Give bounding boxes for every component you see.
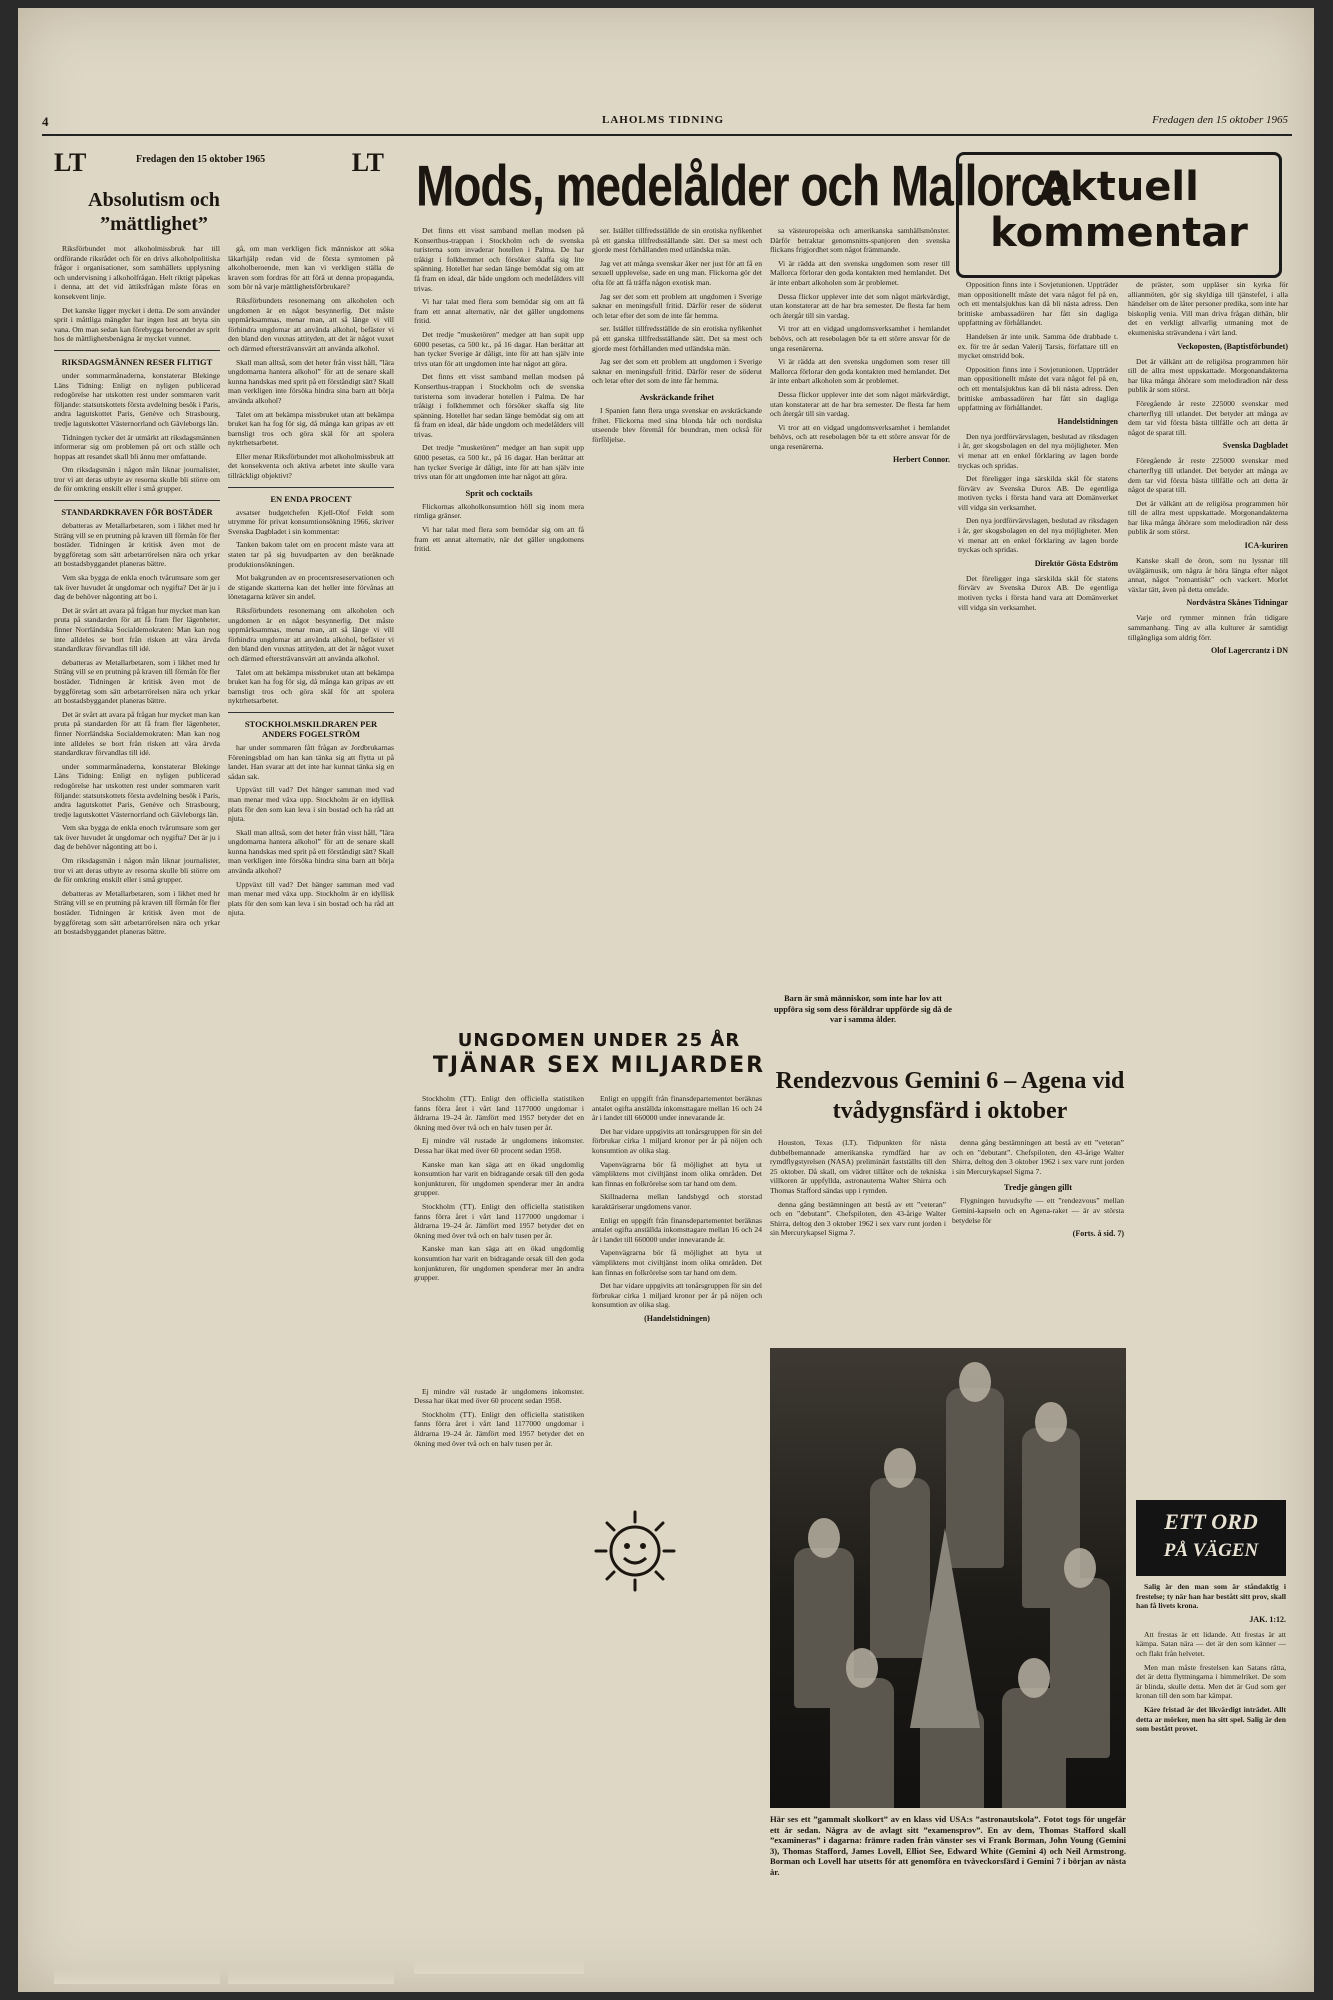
ung-b-para-4: Skillnaderna mellan landsbygd och storstad karaktäriserar ungdomens vanor.	[592, 1192, 762, 1211]
akt-a-para-7: Det föreligger inga särskilda skäl för statens förvärv av Svenska Durox AB. De egentliga motiven tycks i första hand vara att Domänverket vill vidga sin verksamhet.	[958, 573, 1118, 612]
col2-para-12: Uppväxt till vad? Det hänger samman med vad man menar med växa upp. Stockholm är en idyllisk plats för den som kan leva i sin bostad och ha råd att njuta.	[228, 785, 394, 824]
mods-a-para-1: Det finns ett visst samband mellan modsen på Konserthus-trappan i Stockholm och de svenska turisterna som invaderar hotellen i Palma. De har tråkigt i folkhemmet och försöker skaffa sig lite spänning. Hotellet har sedan länge bemödat sig om att få fram en ideal, där både ungdom och medelålders vill trivas.	[414, 226, 584, 293]
mods-b-para-6: I Spanien fann flera unga svenskar en avskräckande frihet. Flickorna med sina blonda hår och nordiska utseende blev föremål för beundran, men också för förföljelse.	[592, 405, 762, 444]
mods-c-para-1: sa västeuropeiska och amerikanska samhällsmönster. Därför betraktar genomsnitts-spanjoren den svenska flickans frigjordhet som något främmande.	[770, 226, 950, 255]
ett-ord-column	[1136, 1582, 1286, 1982]
col2-para-9: Riksförbundets resonemang om alkoholen och ungdomen är en något besynnerlig. Det måste uppmärksammas, menar man, att så länge vi vill förhindra ungdomar att använda alkohol, befäster vi den bland den vuxnas attityden, att det är något vuxet och därmed eftersträvansvärt att använda alkohol.	[228, 606, 394, 663]
divider	[228, 487, 394, 488]
col2-sub-1: EN ENDA PROCENT	[270, 493, 352, 504]
mods-b-para-3: Jag ser det som ett problem att ungdomen i Sverige saknar en meningsfull fritid. Därför reser de söderut och letar efter det som de inte får hemma.	[592, 291, 762, 320]
photo-figure	[1002, 1688, 1066, 1808]
gemini-headline: Rendezvous Gemini 6 – Agena vid tvådygnsfärd i oktober	[775, 1068, 1125, 1124]
mods-c-para-2: Vi är rädda att den svenska ungdomen som reser till Mallorca förlorar den goda kontakten med hemlandet. Det är inte enbart alkoholen som är problemet.	[770, 258, 950, 287]
gemini-column-b	[952, 1138, 1124, 1344]
photo-face	[1035, 1402, 1067, 1442]
gem-a-para-2: denna gång bestämningen att bestå av ett ”veteran” och en ”debutant”. Chefspiloten, den 43-årige Walter Shirra, deltog den 3 oktober 1962 i sex varv runt jorden i sin Mercurykapsel Sigma 7.	[770, 1199, 946, 1238]
col1-para-9: debatteras av Metallarbetaren, som i likhet med hr Sträng vill se en prutning på kraven till förmån för fler bostäder. Tidningen är kritisk även mot de byggföretag som sätt arbetarrörelsen nära och yrkar att bostadsbyggandet planeras bättre.	[54, 657, 220, 706]
masthead	[42, 112, 1292, 136]
gemini-column-a	[770, 1138, 946, 1344]
divider	[54, 350, 220, 351]
fade	[54, 1968, 220, 1984]
ett-ord-reference: JAK. 1:12.	[1249, 1614, 1286, 1624]
gem-b-para-1: denna gång bestämningen att bestå av ett ”veteran” och en ”debutant”. Chefspiloten, den 43-årige Walter Shirra, deltog den 3 oktober 1962 i sex varv runt jorden i sin Mercurykapsel Sigma 7.	[952, 1138, 1124, 1176]
col1-para-13: Om riksdagsmän i någon mån liknar journalister, tror vi att deras utbyte av resorna skulle bli större om de för omkring enskilt eller i små grupper.	[54, 856, 220, 885]
aktuell-line-2: kommentar	[990, 210, 1248, 256]
akt-b-para-1: de präster, som uppläser sin kyrka för allianmöten, gör sig skyldiga till tjänstefel, i alla händelser om de låter personer predika, som inte har biskoplig venia. Vill man driva frågan dithän, blir det en verkligt allvarlig utmaning mot de ekumeniska strävandena i vårt land.	[1128, 280, 1288, 337]
mods-a-para-4: Det finns ett visst samband mellan modsen på Konserthus-trappan i Stockholm och de svenska turisterna som invaderar hotellen i Palma. De har tråkigt i folkhemmet och försöker skaffa sig lite spänning. Hotellet har sedan länge bemödat sig om att få fram en ideal, där både ungdom och medelålders vill trivas.	[414, 372, 584, 439]
akt-a-para-3: Opposition finns inte i Sovjetunionen. Uppträder man oppositionellt måste det vara något fel på en, och ett mentalsjukhus kan då bli nästa adress. Den brittiske ambassadören har fått sin dagliga uppfattning av förhållandet.	[958, 364, 1118, 413]
photo-caption: Här ses ett ”gammalt skolkort” av en klass vid USA:s ”astronautskola”. Fotot togs för ungefär ett år sedan. Några av de avlagt sitt ”examensprov”. En av dem, Thomas Stafford skall ”examineras” i dagarna: främre raden från vänster ses vi Frank Borman, John Young (Gemini 3), Thomas Stafford, James Lovell, Elliot See, Edward White (Gemini 4) och Neil Armstrong. Borman och Lovell har utsetts för att genomföra en tvåveckorsfärd i Gemini 7 i början av nästa år.	[770, 1814, 1126, 1877]
masthead-date: Fredagen den 15 oktober 1965	[1152, 114, 1288, 126]
akt-b-para-6: Kanske skall de öron, som nu lyssnar till uvälgärnusik, om några år höra längta efter något annat, något ”romantiskt” och vackert. Morlet växlar tätt, även på detta område.	[1128, 556, 1288, 594]
col1-para-11: under sommarmånaderna, konstaterar Blekinge Läns Tidning: Enligt en nyligen publicerad redogörelse har utskotten rest under sommaren varit följande: statsutskottets första avdelning besök i Paris, andra lagutskottet Paris, Genève och Strasbourg, tredje lagutskottet Västernorrland och Gävleborgs län.	[54, 761, 220, 819]
ett-ord-para-4: Käre fristad är det likvärdigt inträdet. Allt detta ar mörker, men ha sitt spel. Salig är den som bestått provet.	[1136, 1704, 1286, 1734]
lt-date: Fredagen den 15 oktober 1965	[136, 154, 266, 165]
fade	[414, 1002, 584, 1018]
akt-b-para-3: Föregående år reste 225000 svenskar med charterflyg till utlandet. Det betyder att många av dem tar vid första bästa tillfälle och att detta är något de sparat till.	[1128, 398, 1288, 437]
gemini-continued: (Forts. å sid. 7)	[1072, 1229, 1124, 1239]
akt-b-para-7: Varje ord rymmer minnen från tidigare sammanhang. Ting av alla kulturer är samtidigt tillgängliga som aldrig förr.	[1128, 613, 1288, 642]
lt-right: LT	[351, 148, 384, 177]
akt-b-para-4: Föregående år reste 225000 svenskar med charterflyg till utlandet. Det betyder att många av dem tar vid första bästa tillfälle och att detta är något de sparat till.	[1128, 456, 1288, 495]
photo-face	[1018, 1658, 1050, 1698]
akt-b-signature-5: Olof Lagercrantz i DN	[1211, 646, 1288, 656]
photo-face	[846, 1648, 878, 1688]
akt-a-para-1: Opposition finns inte i Sovjetunionen. Uppträder man oppositionellt måste det vara något fel på en, och ett mentalsjukhus kan då bli nästa adress. Den brittiske ambassadören har fått sin dagliga uppfattning av förhållandet.	[958, 280, 1118, 328]
ungdomen-line-2: TJÄNAR SEX MILJARDER	[432, 1053, 766, 1078]
ungdomen-line-1: UNGDOMEN UNDER 25 ÅR	[457, 1030, 741, 1051]
fade	[958, 980, 1118, 996]
col2-sub-2: STOCKHOLMSKILDRAREN PER ANDERS FOGELSTRÖM	[244, 718, 378, 739]
logo-gap	[414, 1287, 584, 1387]
ung-b-para-1: Enligt en uppgift från finansdepartementet beräknas antalet ogifta anställda inkomsttagare mellan 16 och 24 år i landet till 660000 under innevarande år.	[592, 1094, 762, 1123]
mods-column-c	[770, 226, 950, 996]
ett-ord-line-1: ETT ORD	[1164, 1509, 1258, 1534]
col1-para-3: under sommarmånaderna, konstaterar Blekinge Läns Tidning: Enligt en nyligen publicerad redogörelse har utskotten rest under sommaren varit följande: statsutskottets första avdelning besök i Paris, andra lagutskottet Paris, Genève och Strasbourg, tredje lagutskottet Västernorrland och Gävleborgs län.	[54, 370, 220, 428]
divider	[54, 500, 220, 501]
mods-c-para-5: Vi är rädda att den svenska ungdomen som reser till Mallorca förlorar den goda kontakten med hemlandet. Det är inte enbart alkoholen som är problemet.	[770, 357, 950, 386]
gem-b-para-2: Flygningen huvudsyfte — ett ”rendezvous” mellan Gemini-kapseln och en Agena-raket — är av största betydelse för	[952, 1196, 1124, 1225]
col2-para-5: Eller menar Riksförbundet mot alkoholmissbruk att det konsekventa och aktiva arbetet inte skulle vara tillräckligt objektivt?	[228, 451, 394, 481]
aktuell-line-1: Aktuell	[1039, 164, 1199, 210]
col2-para-7: Tanken bakom talet om en procent måste vara att staten tar på sig huvudparten av den beräknade produktionsökningen.	[228, 540, 394, 569]
akt-a-source: Handelstidningen	[1057, 416, 1118, 426]
col1-para-6: debatteras av Metallarbetaren, som i likhet med hr Sträng vill se en prutning på kraven till förmån för fler bostäder. Tidningen är kritisk även mot de byggföretag som sätt arbetarrörelsen nära och yrkar att bostadsbyggandet planeras bättre.	[54, 521, 220, 569]
col1-sub-1: RIKSDAGSMÄNNEN RESER FLITIGT	[61, 356, 213, 367]
ung-b-para-6: Vapenvägrarna bör få möjlighet att byta ut vämpliktens mot civiltjänst inom olika områden. Det kan finnas en folkrörelse som tar hand om dem.	[592, 1248, 762, 1277]
ung-b-para-3: Vapenvägrarna bör få möjlighet att byta ut vämpliktens mot civiltjänst inom olika områden. Det kan finnas en folkrörelse som tar hand om dem.	[592, 1159, 762, 1188]
col1-para-8: Det är svårt att avara på frågan hur mycket man kan pruta på standarden för att få fram fler lägenheter, finner Norrländska Socialdemokraten: Man kan nog inte alldeles se bort från risken att våra ärvda standardkrav förvandlas till idé.	[54, 605, 220, 654]
mods-signature: Herbert Connor.	[892, 455, 950, 465]
col2-para-6: avsatser budgetchefen Kjell-Olof Feldt som utrymme för privat konsumtionsökning 1966, skriver Svenska Dagbladet i sin kommentar:	[228, 507, 394, 536]
col1-para-14: debatteras av Metallarbetaren, som i likhet med hr Sträng vill se en prutning på kraven till förmån för fler bostäder. Tidningen är kritisk även mot de byggföretag som sätt arbetarrörelsen nära och yrkar att bostadsbyggandet planeras bättre.	[54, 888, 220, 937]
mods-sub-2: Avskräckande frihet	[639, 391, 715, 402]
ett-ord-para-3: Men man måste frestelsen kan Satans rätta, det är detta flyttningarna i himmelriket. De som är blinda, skulle detta. Men det är Gud som ger kronan till den som har kämpat.	[1136, 1662, 1286, 1701]
ung-a-para-2: Ej mindre väl rustade är ungdomens inkomster. Dessa har ökat med över 60 procent sedan 1958.	[414, 1136, 584, 1155]
akt-b-signature-2: Svenska Dagbladet	[1222, 441, 1288, 451]
page-number: 4	[42, 114, 49, 129]
akt-a-para-2: Handelsen är inte unik. Samma öde drabbade t. ex. för tre år sedan Valerij Tarsis, författare till en mycket omstridd bok.	[958, 331, 1118, 361]
gem-a-para-1: Houston, Texas (LT). Tidpunkten för nästa dubbelbemannade amerikanska rymdfärd har av rymdflygstyrelsen (NASA) preliminärt fastställts till den 25 oktober. Då skall, om vädret tillåter och de tekniska villkoren är uppfyllda, astronauterna Walter Shirra och Thomas Stafford sändas upp i rymden.	[770, 1138, 946, 1195]
fade	[228, 1968, 394, 1984]
divider	[228, 712, 394, 713]
aktuell-kommentar-box	[956, 152, 1282, 278]
photo-face	[884, 1448, 916, 1488]
photo-figure	[946, 1388, 1004, 1568]
mods-column-a	[414, 226, 584, 1018]
mods-b-para-1: ser. Istället tillfredsställde de sin erotiska nyfikenhet på ett ganska tillfredsställande sätt. Det sa mest och gjorde mest förhållanden med utländska män.	[592, 226, 762, 255]
ungdomen-headline	[414, 1030, 784, 1080]
col2-para-3: Skall man alltså, som det heter från visst håll, ”lära ungdomarna hantera alkohol” för att de senare skall kunna handskas med sprit på ett förståndigt sätt? Skall man verkligen inte försöka hindra sina barn att börja använda alkohol?	[228, 357, 394, 405]
col1-para-5: Om riksdagsmän i någon mån liknar journalister, tror vi att deras utbyte av resorna skulle bli större om de för omkring enskilt eller i små grupper.	[54, 465, 220, 494]
ung-b-para-7: Det har vidare uppgivits att tonårsgruppen för sin del förbrukar cirka 1 miljard kronor per år på nöjen och konsumtion av olika slag.	[592, 1281, 762, 1310]
fade	[592, 1002, 762, 1018]
col1-para-4: Tidningen tycker det är utmärkt att riksdagsmännen informerar sig om problemen på ort och ställe och hoppas att resandet skall bli ännu mer omfattande.	[54, 432, 220, 461]
col1-para-12: Vem ska bygga de enkla enoch tvårumsare som ger tak över huvudet åt ungdomar och nygifta? Det är ju i dag de behöver någonting att bo i.	[54, 823, 220, 852]
mods-a-para-7: Vi har talat med flera som bemödar sig om att få fram ett annat alternativ, när det gäller ungdomens fritid.	[414, 525, 584, 554]
ung-b-para-5: Enligt en uppgift från finansdepartementet beräknas antalet ogifta anställda inkomsttagare mellan 16 och 24 år i landet till 660000 under innevarande år.	[592, 1215, 762, 1244]
akt-b-para-2: Det är välkänt att de religiösa programmen hör till de allra mest uppskattade. Morgonandakterna har lika många åhörare som melodiradion när dess publik är som störst.	[1128, 356, 1288, 395]
mods-a-para-2: Vi har talat med flera som bemödar sig om att få fram ett annat alternativ, när det gäller ungdomens fritid.	[414, 297, 584, 326]
column-2	[228, 244, 394, 1984]
ett-ord-para-2: Att frestas är ett lidande. Att frestas är att kämpa. Satan nära — det är den som känner — och flakt från helvetet.	[1136, 1629, 1286, 1658]
masthead-title: LAHOLMS TIDNING	[602, 114, 725, 126]
col1-para-2: Det kanske ligger mycket i detta. De som använder sprit i måttliga mängder har ingen lust att bryta sin vana. Om man sedan kan förebygga beroendet av sprit hos de mättlighetsbenägna är mycket vunnet.	[54, 305, 220, 344]
mods-c-para-4: Vi tror att en vidgad ungdomsverksamhet i hemlandet behövs, och att resebolagen bör ta ett större ansvar för de unga resenärerna.	[770, 324, 950, 353]
ung-a-para-7: Stockholm (TT). Enligt den officiella statistiken fanns förra året i vårt land 1177000 ungdomar i åldrarna 19–24 år. Jämfört med 1957 betyder det en ökning med över två och en halv tusen per år.	[414, 1409, 584, 1448]
col1-para-7: Vem ska bygga de enkla enoch tvårumsare som ger tak över huvudet åt ungdomar och nygifta? Det är ju i dag de behöver någonting att bo i.	[54, 573, 220, 602]
astronaut-class-photo	[770, 1348, 1126, 1808]
akt-a-para-4: Den nya jordförvärvslagen, beslutad av riksdagen i år, ger skogsbolagen en del nya möjligheter. Men vi menar att en enkel förklaring av lagen borde tryckas och spridas.	[958, 431, 1118, 470]
ung-a-para-6: Ej mindre väl rustade är ungdomens inkomster. Dessa har ökat med över 60 procent sedan 1958.	[414, 1386, 584, 1406]
mods-b-para-5: Jag ser det som ett problem att ungdomen i Sverige saknar en meningsfull fritid. Därför reser de söderut och letar efter det som de inte får hemma.	[592, 357, 762, 386]
col1-sub-2: STANDARDKRAVEN FÖR BOSTÄDER	[61, 507, 213, 518]
absolutism-headline: Absolutism och ”mättlighet”	[88, 189, 220, 235]
aktuell-column-b	[1128, 280, 1288, 1490]
akt-b-signature-4: Nordvästra Skånes Tidningar	[1186, 598, 1288, 608]
quote-box: Barn är små människor, som inte har lov att uppföra sig som dess föräldrar uppförde sig då de var i samma ålder.	[773, 994, 953, 1024]
akt-a-para-5: Det föreligger inga särskilda skäl för statens förvärv av Svenska Durox AB. De egentliga motiven tycks i första hand vara att Domänverket vill vidga sin verksamhet.	[958, 474, 1118, 512]
col2-para-13: Skall man alltså, som det heter från visst håll, ”lära ungdomarna hantera alkohol” för att de senare skall kunna handskas med sprit på ett förståndigt sätt? Skall man verkligen inte försöka hindra sina barn att börja använda alkohol?	[228, 827, 394, 876]
mods-headline: Mods, medelålder och Mallorca	[416, 152, 1070, 218]
mods-column-b	[592, 226, 762, 1018]
mods-b-para-2: Jag vet att många svenskar åker ner just för att få en sexuell upplevelse, sade en ung man. Flickorna gör det ofta för att få träffa någon exotisk man.	[592, 258, 762, 287]
aktuell-column-a	[958, 280, 1118, 996]
mods-c-para-3: Dessa flickor upplever inte det som något märkvärdigt, utan konstaterar att de har bra semester. De flesta far hem och återgår till sin vardag.	[770, 291, 950, 320]
photo-face	[959, 1362, 991, 1402]
akt-a-para-6: Den nya jordförvärvslagen, beslutad av riksdagen i år, ger skogsbolagen en del nya möjligheter. Men vi menar att en enkel förklaring av lagen borde tryckas och spridas.	[958, 516, 1118, 555]
mods-c-para-7: Vi tror att en vidgad ungdomsverksamhet i hemlandet behövs, och att resebolagen bör ta ett större ansvar för de unga resenärerna.	[770, 422, 950, 451]
ung-a-para-4: Stockholm (TT). Enligt den officiella statistiken fanns förra året i vårt land 1177000 ungdomar i åldrarna 19–24 år. Jämfört med 1957 betyder det en ökning med över två och en halv tusen per år.	[414, 1201, 584, 1240]
ungdomen-signature: (Handelstidningen)	[644, 1313, 710, 1323]
column-1	[54, 244, 220, 1984]
col2-para-2: Riksförbundets resonemang om alkoholen och ungdomen är en något besynnerlig. Det måste uppmärksammas, menar man, att så länge vi vill förhindra ungdomar att använda alkohol, befäster vi den bland den vuxnas attityden, att det är något vuxet och därmed eftersträvansvärt att använda alkohol.	[228, 295, 394, 353]
ung-b-para-2: Det har vidare uppgivits att tonårsgruppen för sin del förbrukar cirka 1 miljard kronor per år på nöjen och konsumtion av olika slag.	[592, 1126, 762, 1155]
ung-a-para-5: Kanske man kan säga att en ökad ungdomlig konsumtion har varit en bidragande orsak till den goda konjunkturen, för ungdomen spenderar mer än andra grupper.	[414, 1244, 584, 1283]
ungdomen-column-a	[414, 1094, 584, 1974]
col2-para-14: Uppväxt till vad? Det hänger samman med vad man menar med växa upp. Stockholm är en idyllisk plats för den som kan leva i sin bostad och ha råd att njuta.	[228, 879, 394, 918]
col2-para-11: har under sommaren fått frågan av Jordbrukarnas Föreningsblad om han kan tänka sig att flytta ut på landet. Han svarar att det inte har kunnat tänka sig en sådan sak.	[228, 742, 394, 781]
col2-para-1: gå, om man verkligen fick människor att söka läkarhjälp redan vid de första symtomen på alkoholberoende, men kan vi verkligen ställa de kraven som fordras för att förä ut denna propaganda, som bör nå varje mättlighetsförbrukare?	[228, 244, 394, 292]
mods-c-para-6: Dessa flickor upplever inte det som något märkvärdigt, utan konstaterar att de har bra semester. De flesta far hem och återgår till sin vardag.	[770, 389, 950, 419]
col1-para-10: Det är svårt att avara på frågan hur mycket man kan pruta på standarden för att få fram fler lägenheter, finner Norrländska Socialdemokraten: Man kan nog inte alldeles se bort från risken att våra ärvda standardkrav förvandlas till idé.	[54, 709, 220, 758]
fade	[414, 1958, 584, 1974]
col2-para-8: Mot bakgrunden av en procentsreseservationen och de stigande skatterna kan det heller inte förvånas att lönetagarna kräver sin andel.	[228, 573, 394, 602]
ung-a-para-3: Kanske man kan säga att en ökad ungdomlig konsumtion har varit en bidragande orsak till den goda konjunkturen, för ungdomen spenderar mer än andra grupper.	[414, 1159, 584, 1198]
mods-a-para-6: Flickornas alkoholkonsumtion höll sig inom mera rimliga gränser.	[414, 501, 584, 521]
mods-a-para-3: Det tredje ”musketören” medger att han supit upp 6000 pesetas, ca 500 kr., på 16 dagar. Han berättar att han tycker Sverige är dåligt, inte för att han själv inte trivs utan för att ungdomen inte har något att göra.	[414, 329, 584, 368]
mods-b-para-4: ser. Istället tillfredsställde de sin erotiska nyfikenhet på ett ganska tillfredsställande sätt. Det sa mest och gjorde mest förhållanden med utländska män.	[592, 324, 762, 353]
photo-figure	[830, 1678, 894, 1808]
lt-header	[54, 140, 384, 190]
gemini-sub: Tredje gången gillt	[1003, 1182, 1073, 1193]
photo-figure	[870, 1478, 930, 1658]
ett-ord-line-2: PÅ VÄGEN	[1163, 1540, 1259, 1561]
akt-b-signature-1: Veckoposten, (Baptistförbundet)	[1177, 341, 1288, 351]
ett-ord-box	[1136, 1500, 1286, 1576]
col2-para-10: Talet om att bekämpa missbruket utan att bekämpa bruket kan ha fog för sig, då många kan gripas av ett barnsligt tros och göra skäl för att spolera nyktrhetsarbetet.	[228, 667, 394, 706]
newspaper-page	[18, 8, 1314, 1992]
akt-a-signature: Direktör Gösta Edström	[1034, 558, 1118, 568]
smiling-sun-icon	[592, 1508, 678, 1594]
akt-b-signature-3: ICA-kuriren	[1244, 541, 1288, 551]
col1-para-1: Riksförbundet mot alkoholmissbruk har till ordförande riksrådet och för en drivs alkoholpolitiska frågor i organisationer, som samhällets upplysning och undervisning i alkoholfrågan. Helt riktigt påpekas i denna, att det vid ättiksfrågan måste föras en konsekvent linje.	[54, 244, 220, 301]
photo-face	[1064, 1548, 1096, 1588]
photo-face	[808, 1518, 840, 1558]
col2-para-4: Talet om att bekämpa missbruket utan att bekämpa bruket kan ha fog för sig, då många kan gripas av ett barnsligt tros och göra skäl för att spolera nyktrhetsarbetet.	[228, 409, 394, 448]
mods-sub-1: Sprit och cocktails	[465, 487, 533, 498]
ung-a-para-1: Stockholm (TT). Enligt den officiella statistiken fanns förra året i vårt land 1177000 ungdomar i åldrarna 19–24 år. Jämfört med 1957 betyder det en ökning med över två och en halv tusen per år.	[414, 1094, 584, 1132]
mods-a-para-5: Det tredje ”musketören” medger att han supit upp 6000 pesetas, ca 500 kr., på 16 dagar. Han berättar att han tycker Sverige är dåligt, inte för att han själv inte trivs utan för att ungdomen inte har något att göra.	[414, 443, 584, 482]
akt-b-para-5: Det är välkänt att de religiösa programmen hör till de allra mest uppskattade. Morgonandakterna har lika många åhörare som melodiradion när dess publik är som störst.	[1128, 498, 1288, 537]
lt-left: LT	[54, 148, 87, 177]
ett-ord-para-1: Salig är den man som är ståndaktig i frestelse; ty när han har bestått sitt prov, skall han få livets krona.	[1136, 1582, 1286, 1611]
